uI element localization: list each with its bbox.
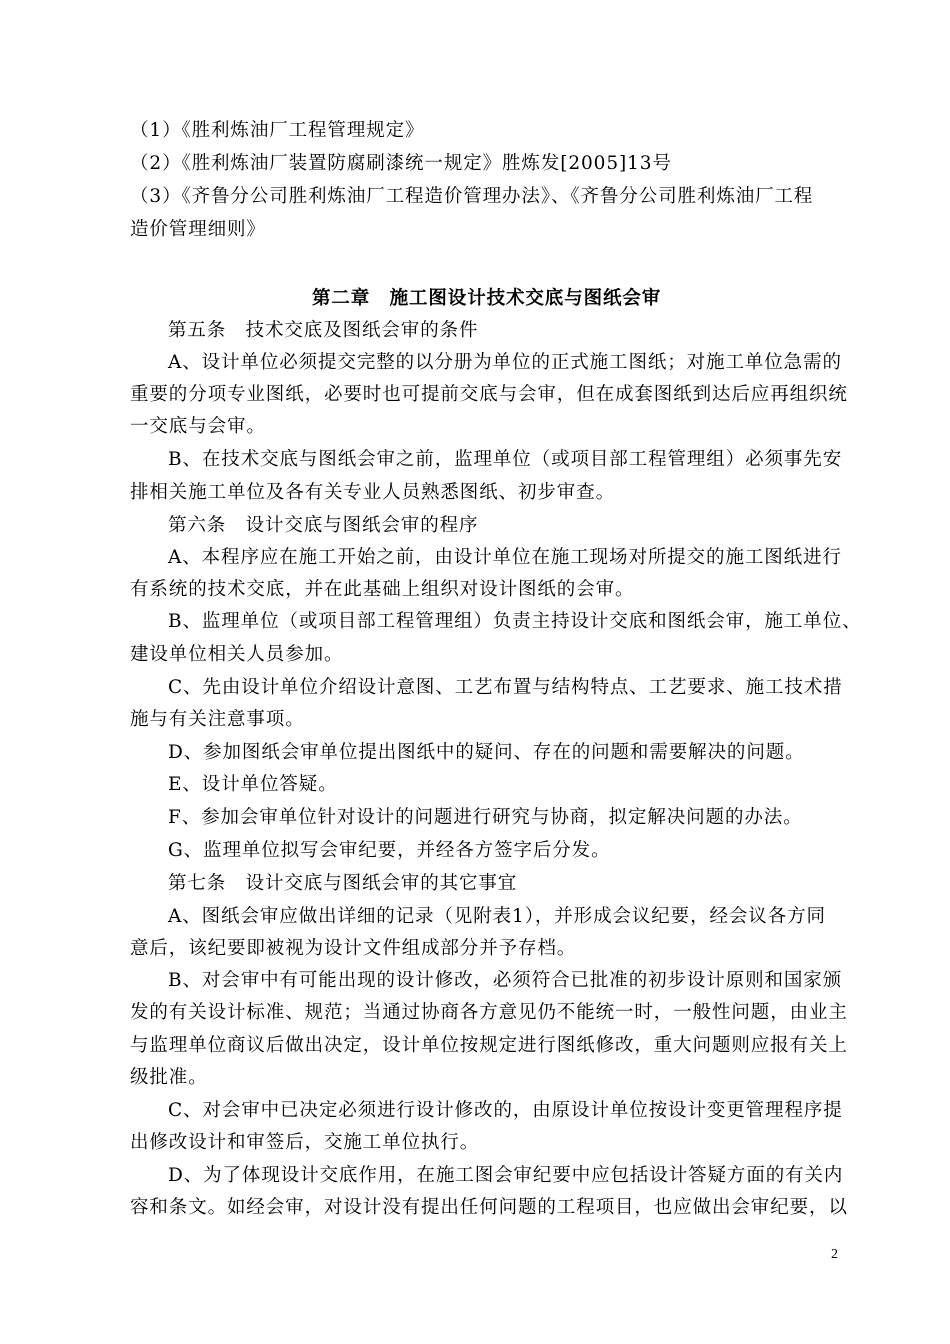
paragraph-line: A、图纸会审应做出详细的记录（见附表1），并形成会议纪要，经会议各方同	[168, 906, 826, 927]
reference-line: （3）《齐鲁分公司胜利炼油厂工程造价管理办法》、《齐鲁分公司胜利炼油厂工程	[130, 186, 814, 207]
paragraph-line: 施与有关注意事项。	[130, 709, 305, 730]
paragraph-line: A、设计单位必须提交完整的以分册为单位的正式施工图纸；对施工单位急需的	[168, 352, 842, 373]
paragraph-line: 意后，该纪要即被视为设计文件组成部分并予存档。	[130, 938, 577, 959]
paragraph-line: G、监理单位拟写会审纪要，并经各方签字后分发。	[168, 840, 611, 861]
paragraph-line: 有系统的技术交底，并在此基础上组织对设计图纸的会审。	[130, 579, 635, 600]
paragraph-line: B、监理单位（或项目部工程管理组）负责主持设计交底和图纸会审，施工单位、	[168, 611, 862, 632]
article-heading: 第七条 设计交底与图纸会审的其它事宜	[168, 873, 518, 894]
paragraph-line: C、先由设计单位介绍设计意图、工艺布置与结构特点、工艺要求、施工技术措	[168, 677, 843, 698]
paragraph-line: C、对会审中已决定必须进行设计修改的，由原设计单位按设计变更管理程序提	[168, 1100, 843, 1121]
paragraph-line: B、在技术交底与图纸会审之前，监理单位（或项目部工程管理组）必须事先安	[168, 449, 843, 470]
paragraph-line: 级批准。	[130, 1067, 208, 1088]
paragraph-line: D、为了体现设计交底作用，在施工图会审纪要中应包括设计答疑方面的有关内	[168, 1165, 844, 1186]
article-heading: 第五条 技术交底及图纸会审的条件	[168, 320, 479, 341]
reference-line: （1）《胜利炼油厂工程管理规定》	[130, 120, 425, 141]
paragraph-line: F、参加会审单位针对设计的问题进行研究与协商，拟定解决问题的办法。	[168, 807, 803, 828]
article-heading: 第六条 设计交底与图纸会审的程序	[168, 515, 479, 536]
reference-line: （2）《胜利炼油厂装置防腐刷漆统一规定》胜炼发[2005]13号	[130, 153, 672, 174]
paragraph-line: 与监理单位商议后做出决定，设计单位按规定进行图纸修改，重大问题则应报有关上	[130, 1035, 848, 1056]
paragraph-line: 发的有关设计标准、规范；当通过协商各方意见仍不能统一时，一般性问题，由业主	[130, 1002, 848, 1023]
reference-line: 造价管理细则》	[130, 219, 266, 240]
paragraph-line: E、设计单位答疑。	[168, 774, 338, 795]
paragraph-line: 建设单位相关人员参加。	[130, 644, 344, 665]
paragraph-line: 重要的分项专业图纸，必要时也可提前交底与会审，但在成套图纸到达后应再组织统	[130, 384, 848, 405]
page-number: 2	[831, 1247, 838, 1262]
paragraph-line: 一交底与会审。	[130, 416, 266, 437]
paragraph-line: 出修改设计和审签后，交施工单位执行。	[130, 1132, 480, 1153]
paragraph-line: B、对会审中有可能出现的设计修改，必须符合已批准的初步设计原则和国家颁	[168, 970, 843, 991]
paragraph-line: D、参加图纸会审单位提出图纸中的疑问、存在的问题和需要解决的问题。	[168, 742, 805, 763]
chapter-title: 第二章 施工图设计技术交底与图纸会审	[312, 288, 662, 309]
paragraph-line: 排相关施工单位及各有关专业人员熟悉图纸、初步审查。	[130, 482, 616, 503]
paragraph-line: 容和条文。如经会审，对设计没有提出任何问题的工程项目，也应做出会审纪要，以	[130, 1197, 848, 1218]
paragraph-line: A、本程序应在施工开始之前，由设计单位在施工现场对所提交的施工图纸进行	[168, 547, 842, 568]
